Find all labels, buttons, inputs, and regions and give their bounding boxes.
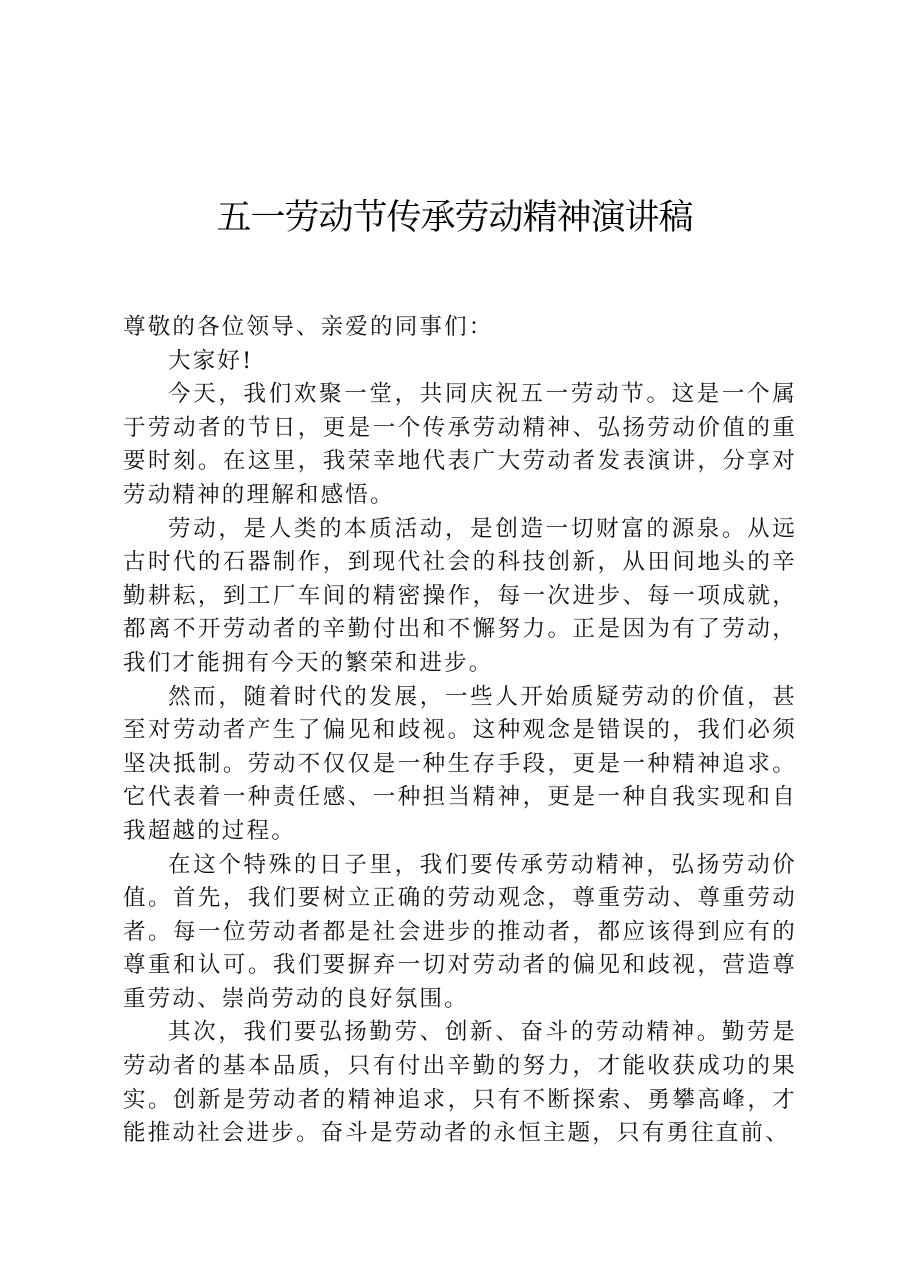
- paragraph-labor-essence: 劳动，是人类的本质活动，是创造一切财富的源泉。从远古时代的石器制作，到现代社会的科技创新，从田间地头的辛勤耕耘，到工厂车间的精密操作，每一次进步、每一项成就，都离不开劳动者的辛勤付出和不懈努力。正是因为有了劳动，我们才能拥有今天的繁荣和进步。: [123, 515, 797, 676]
- document-body: [123, 311, 797, 1151]
- paragraph-labor-prejudice: 然而，随着时代的发展，一些人开始质疑劳动的价值，甚至对劳动者产生了偏见和歧视。这种观念是错误的，我们必须坚决抵制。劳动不仅仅是一种生存手段，更是一种精神追求。它代表着一种责任感、一种担当精神，更是一种自我实现和自我超越的过程。: [123, 683, 797, 844]
- paragraph-introduction: 今天，我们欢聚一堂，共同庆祝五一劳动节。这是一个属于劳动者的节日，更是一个传承劳动精神、弘扬劳动价值的重要时刻。在这里，我荣幸地代表广大劳动者发表演讲，分享对劳动精神的理解和感悟。: [123, 381, 797, 508]
- paragraph-respect-labor: 在这个特殊的日子里，我们要传承劳动精神，弘扬劳动价值。首先，我们要树立正确的劳动观念，尊重劳动、尊重劳动者。每一位劳动者都是社会进步的推动者，都应该得到应有的尊重和认可。我们要摒弃一切对劳动者的偏见和歧视，营造尊重劳动、崇尚劳动的良好氛围。: [123, 851, 797, 1012]
- salutation: 尊敬的各位领导、亲爱的同事们：: [123, 314, 494, 340]
- document-title: 五一劳动节传承劳动精神演讲稿: [216, 198, 693, 238]
- paragraph-greeting: 大家好!: [168, 347, 254, 374]
- paragraph-labor-spirit: 其次，我们要弘扬勤劳、创新、奋斗的劳动精神。勤劳是劳动者的基本品质，只有付出辛勤的努力，才能收获成功的果实。创新是劳动者的精神追求，只有不断探索、勇攀高峰，才能推动社会进步。奋斗是劳动者的永恒主题，只有勇往直前、: [123, 1019, 797, 1147]
